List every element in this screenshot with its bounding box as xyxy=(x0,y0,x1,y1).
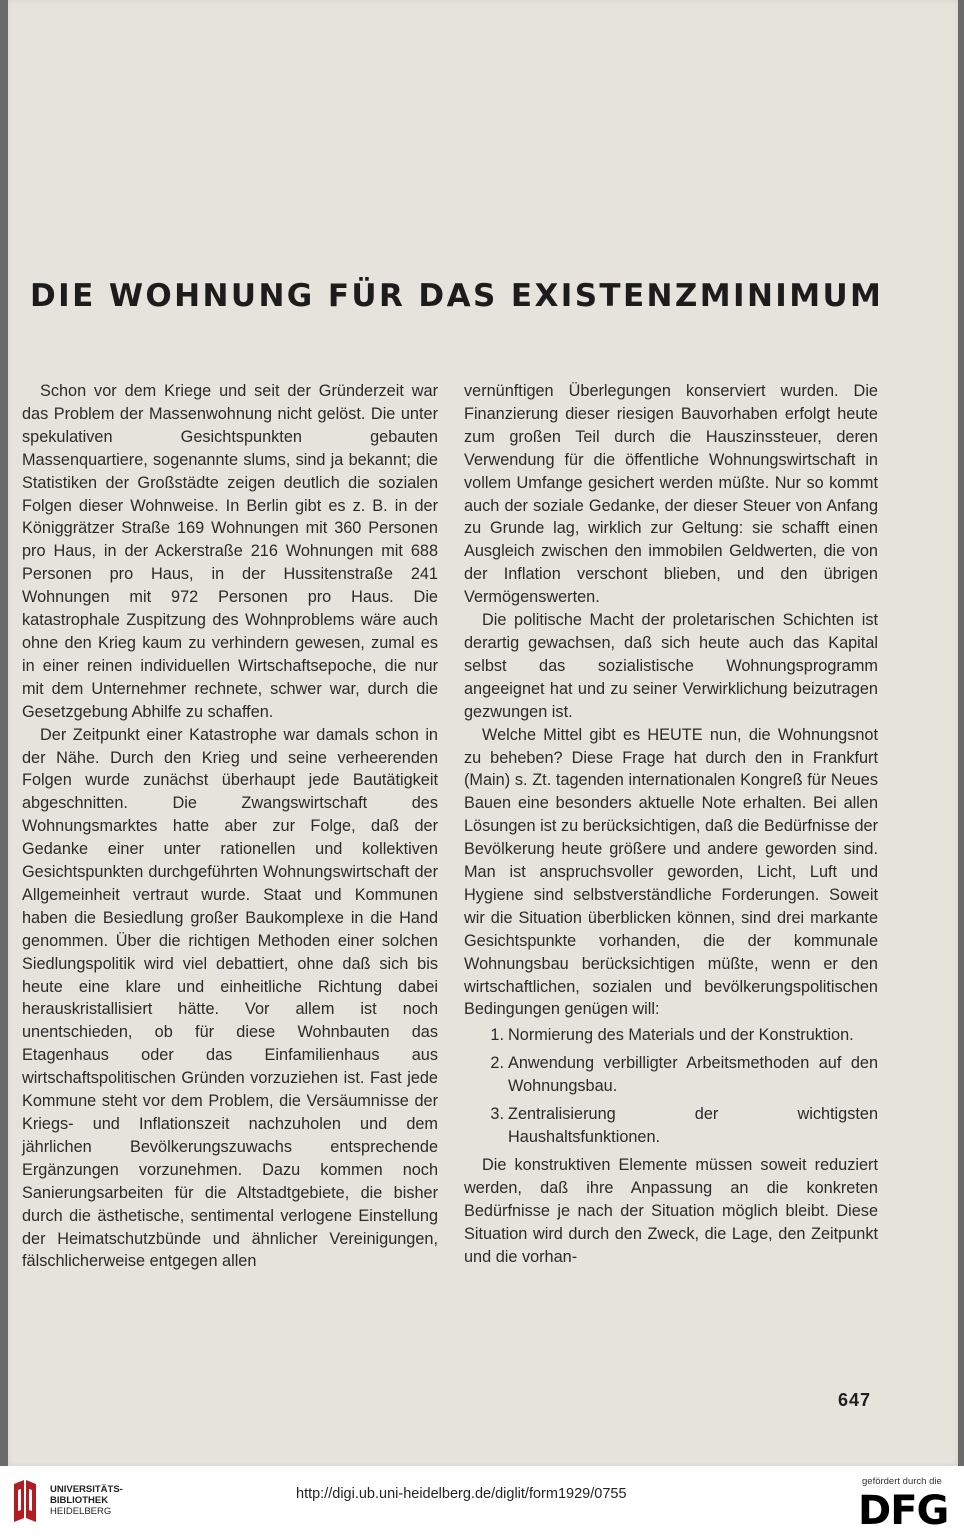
scanned-page xyxy=(8,0,958,1466)
requirements-list xyxy=(464,1024,878,1149)
footer-bar xyxy=(0,1466,964,1538)
paragraph: Die politische Macht der proletarischen Schichten ist derartig gewachsen, daß sich heute auch das Kapital selbst das sozialistische Wohnungsprogramm angeeignet hat und zu seiner Verwirklichung beizutragen gezwungen ist. xyxy=(464,611,878,721)
university-logo-icon xyxy=(10,1478,40,1524)
list-text: Normierung des Materials und der Konstruktion. xyxy=(508,1026,854,1045)
paragraph: Die konstruktiven Elemente müssen soweit reduziert werden, daß ihre Anpassung an die konkreten Bedürfnisse je nach der Situation möglich bleibt. Diese Situation wird durch den Zweck, die Lage, den Zeitpunkt und die vorhan- xyxy=(464,1155,878,1266)
paragraph: Schon vor dem Kriege und seit der Gründerzeit war das Problem der Massenwohnung nicht gelöst. Die unter spekulativen Gesichtspunkten gebauten Massenquartiere, sogenannte slums, sind ja bekannt; die Statistiken der Großstädte zeigen deutlich die sozialen Folgen dieser Wohnweise. In Berlin gibt es z. B. in der Königgrätzer Straße 169 Wohnungen mit 360 Personen pro Haus, in der Ackerstraße 216 Wohnungen mit 688 Personen pro Haus, in der Hussitenstraße 241 Wohnungen mit 972 Personen pro Haus. Die katastrophale Zuspitzung des Wohnproblems wäre auch ohne den Krieg kaum zu verhindern gewesen, zumal es in einer reinen individuellen Wirtschaftsepoche, die nur mit dem Unternehmer rechnete, schwer war, durch die Gesetzgebung Abhilfe zu schaffen. xyxy=(22,382,438,721)
library-name xyxy=(50,1484,123,1517)
library-line: UNIVERSITÄTS- xyxy=(50,1484,123,1495)
list-item xyxy=(464,1024,878,1047)
library-line: HEIDELBERG xyxy=(50,1506,112,1517)
source-url[interactable]: http://digi.ub.uni-heidelberg.de/diglit/form1929/0755 xyxy=(296,1486,627,1502)
list-text: Anwendung verbilligter Arbeitsmethoden auf den Wohnungsbau. xyxy=(508,1054,878,1096)
library-line: BIBLIOTHEK xyxy=(50,1495,109,1506)
article-title: DIE WOHNUNG FÜR DAS EXISTENZMINIMUM xyxy=(30,278,884,314)
right-column xyxy=(464,380,878,1268)
dfg-logo: DFG xyxy=(858,1488,949,1534)
paragraph-continued: vernünftigen Überlegungen konserviert wurden. Die Finanzierung dieser riesigen Bauvorhaben erfolgt heute zum großen Teil durch die Hauszinssteuer, deren Verwendung für die öffentliche Wohnungswirtschaft in vollem Umfange gesichert werden müßte. Nur so kommt auch der soziale Gedanke, der dieser Steuer von Anfang zu Grunde lag, wirklich zur Geltung: sie schafft einen Ausgleich zwischen den immobilen Geldwerten, die von der Inflation verschont blieben, und den übrigen Vermögenswerten. xyxy=(464,382,878,607)
funding-caption: gefördert durch die xyxy=(862,1476,942,1487)
list-number: 3. xyxy=(490,1105,504,1124)
list-number: 2. xyxy=(490,1054,504,1073)
list-text: Zentralisierung der wichtigsten Haushaltsfunktionen. xyxy=(508,1105,878,1146)
page-number: 647 xyxy=(838,1390,872,1410)
list-item xyxy=(464,1052,878,1098)
left-column xyxy=(22,380,438,1273)
list-item xyxy=(464,1103,878,1149)
paragraph: Der Zeitpunkt einer Katastrophe war damals schon in der Nähe. Durch den Krieg und seine verheerenden Folgen wurde zunächst überhaupt jede Bautätigkeit abgeschnitten. Die Zwangswirtschaft des Wohnungsmarktes hatte aber zur Folge, daß der Gedanke einer unter rationellen und kollektiven Gesichtspunkten durchgeführten Wohnungswirtschaft der Allgemeinheit vertraut wurde. Staat und Kommunen haben die Besiedlung großer Baukomplexe in die Hand genommen. Über die richtigen Methoden einer solchen Siedlungspolitik wird viel debattiert, ohne daß sich bis heute eine klare und einheitliche Richtung dabei herauskristallisiert hätte. Vor allem ist noch unentschieden, ob für diese Wohnbauten das Etagenhaus oder das Einfamilienhaus aus wirtschaftspolitischen Gründen vorzuziehen ist. Fast jede Kommune steht vor dem Problem, die Versäumnisse der Kriegs- und Inflationszeit nachzuholen und dem jährlichen Bevölkerungszuwachs entsprechende Ergänzungen vorzunehmen. Dazu kommen noch Sanierungsarbeiten für die Altstadtgebiete, die bisher durch die ästhetische, sentimental verlogene Einstellung der Heimatschutzbünde und ähnlicher Vereinigungen, fälschlicherweise entgegen allen xyxy=(22,725,438,1271)
list-number: 1. xyxy=(490,1026,504,1045)
paragraph: Welche Mittel gibt es HEUTE nun, die Wohnungsnot zu beheben? Diese Frage hat durch den in Frankfurt (Main) s. Zt. tagenden internationalen Kongreß für Neues Bauen eine besonders aktuelle Note erhalten. Bei allen Lösungen ist zu berücksichtigen, daß die Bedürfnisse der Bevölkerung heute größere und andere geworden sind. Man ist anspruchsvoller geworden, Licht, Luft und Hygiene sind selbstverständliche Forderungen. Soweit wir die Situation überblicken können, sind drei markante Gesichtspunkte vorhanden, die der kommunale Wohnungsbau berücksichtigen müßte, wenn er den wirtschaftlichen, sozialen und bevölkerungspolitischen Bedingungen genügen will: xyxy=(464,725,878,1019)
